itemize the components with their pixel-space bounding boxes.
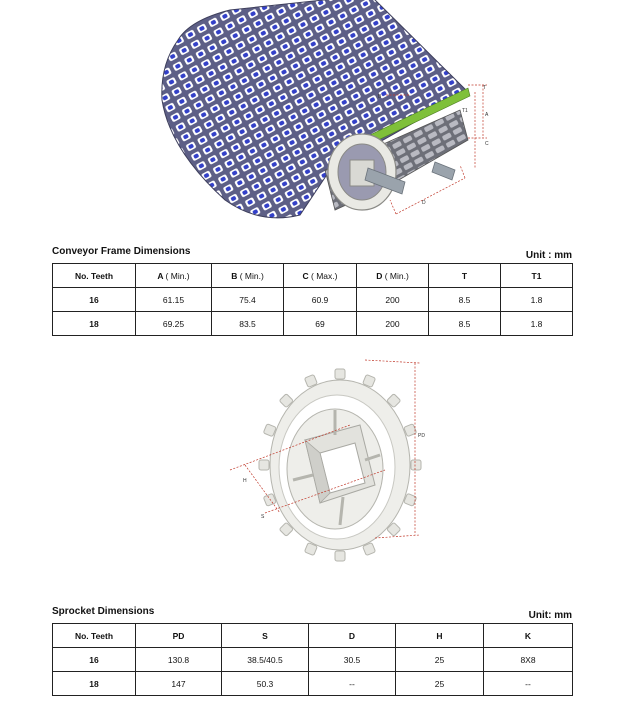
sprocket-header-row	[53, 624, 573, 648]
frame-header-row	[53, 264, 573, 288]
table-cell: 16	[53, 288, 136, 312]
belt-conveyor-drawing	[150, 0, 495, 230]
sprocket-header-cell: No. Teeth	[53, 624, 136, 648]
table-row	[53, 288, 573, 312]
table-cell: 200	[357, 312, 429, 336]
sprocket-header-cell: PD	[136, 624, 222, 648]
sprocket-drawing	[225, 355, 435, 565]
sprocket-section-title: Sprocket Dimensions	[52, 606, 155, 617]
sprocket-tooth	[335, 369, 345, 379]
sprocket-header-cell: K	[484, 624, 573, 648]
frame-header-cell: D ( Min.)	[357, 264, 429, 288]
sprocket-header-cell: D	[309, 624, 396, 648]
sprocket-figure	[225, 355, 435, 565]
table-cell: --	[484, 672, 573, 696]
sprocket-label-s: S	[261, 514, 265, 520]
frame-header-cell: B ( Min.)	[212, 264, 284, 288]
table-cell: 8.5	[429, 312, 501, 336]
frame-section-unit: Unit : mm	[525, 250, 572, 261]
table-cell: 200	[357, 288, 429, 312]
sprocket-label-h: H	[243, 478, 247, 484]
table-cell: 30.5	[309, 648, 396, 672]
table-cell: 69	[284, 312, 357, 336]
sprocket-label-pd: PD	[418, 433, 425, 439]
frame-header-cell: A ( Min.)	[136, 264, 212, 288]
frame-header-cell: T1	[501, 264, 573, 288]
table-row	[53, 672, 573, 696]
belt-label-d: D	[422, 200, 426, 206]
table-cell: --	[309, 672, 396, 696]
table-row	[53, 648, 573, 672]
belt-label-a: A	[485, 112, 489, 118]
sprocket-tooth	[335, 551, 345, 561]
table-cell: 18	[53, 672, 136, 696]
belt-conveyor-figure	[150, 0, 495, 230]
table-cell: 75.4	[212, 288, 284, 312]
frame-header-cell: C ( Max.)	[284, 264, 357, 288]
belt-label-t1: T1	[462, 108, 468, 114]
table-cell: 50.3	[222, 672, 309, 696]
table-cell: 1.8	[501, 288, 573, 312]
sprocket-tooth	[259, 460, 269, 470]
table-cell: 38.5/40.5	[222, 648, 309, 672]
frame-section-title: Conveyor Frame Dimensions	[52, 246, 191, 257]
sprocket-section-unit: Unit: mm	[528, 610, 572, 621]
table-cell: 69.25	[136, 312, 212, 336]
frame-dimensions-table	[52, 263, 573, 336]
table-cell: 18	[53, 312, 136, 336]
belt-label-c: C	[485, 141, 489, 147]
table-cell: 61.15	[136, 288, 212, 312]
table-cell: 8X8	[484, 648, 573, 672]
belt-end-sprocket	[328, 134, 396, 210]
table-cell: 25	[396, 648, 484, 672]
table-cell: 147	[136, 672, 222, 696]
belt-label-t: T	[483, 85, 487, 91]
frame-header-cell: T	[429, 264, 501, 288]
belt-label-b: B	[378, 94, 382, 100]
table-row	[53, 312, 573, 336]
frame-header-cell: No. Teeth	[53, 264, 136, 288]
table-cell: 16	[53, 648, 136, 672]
table-cell: 25	[396, 672, 484, 696]
table-cell: 130.8	[136, 648, 222, 672]
table-cell: 60.9	[284, 288, 357, 312]
sprocket-header-cell: S	[222, 624, 309, 648]
table-cell: 83.5	[212, 312, 284, 336]
table-cell: 1.8	[501, 312, 573, 336]
table-cell: 8.5	[429, 288, 501, 312]
sprocket-header-cell: H	[396, 624, 484, 648]
sprocket-tooth	[411, 460, 421, 470]
sprocket-dimensions-table	[52, 623, 573, 696]
